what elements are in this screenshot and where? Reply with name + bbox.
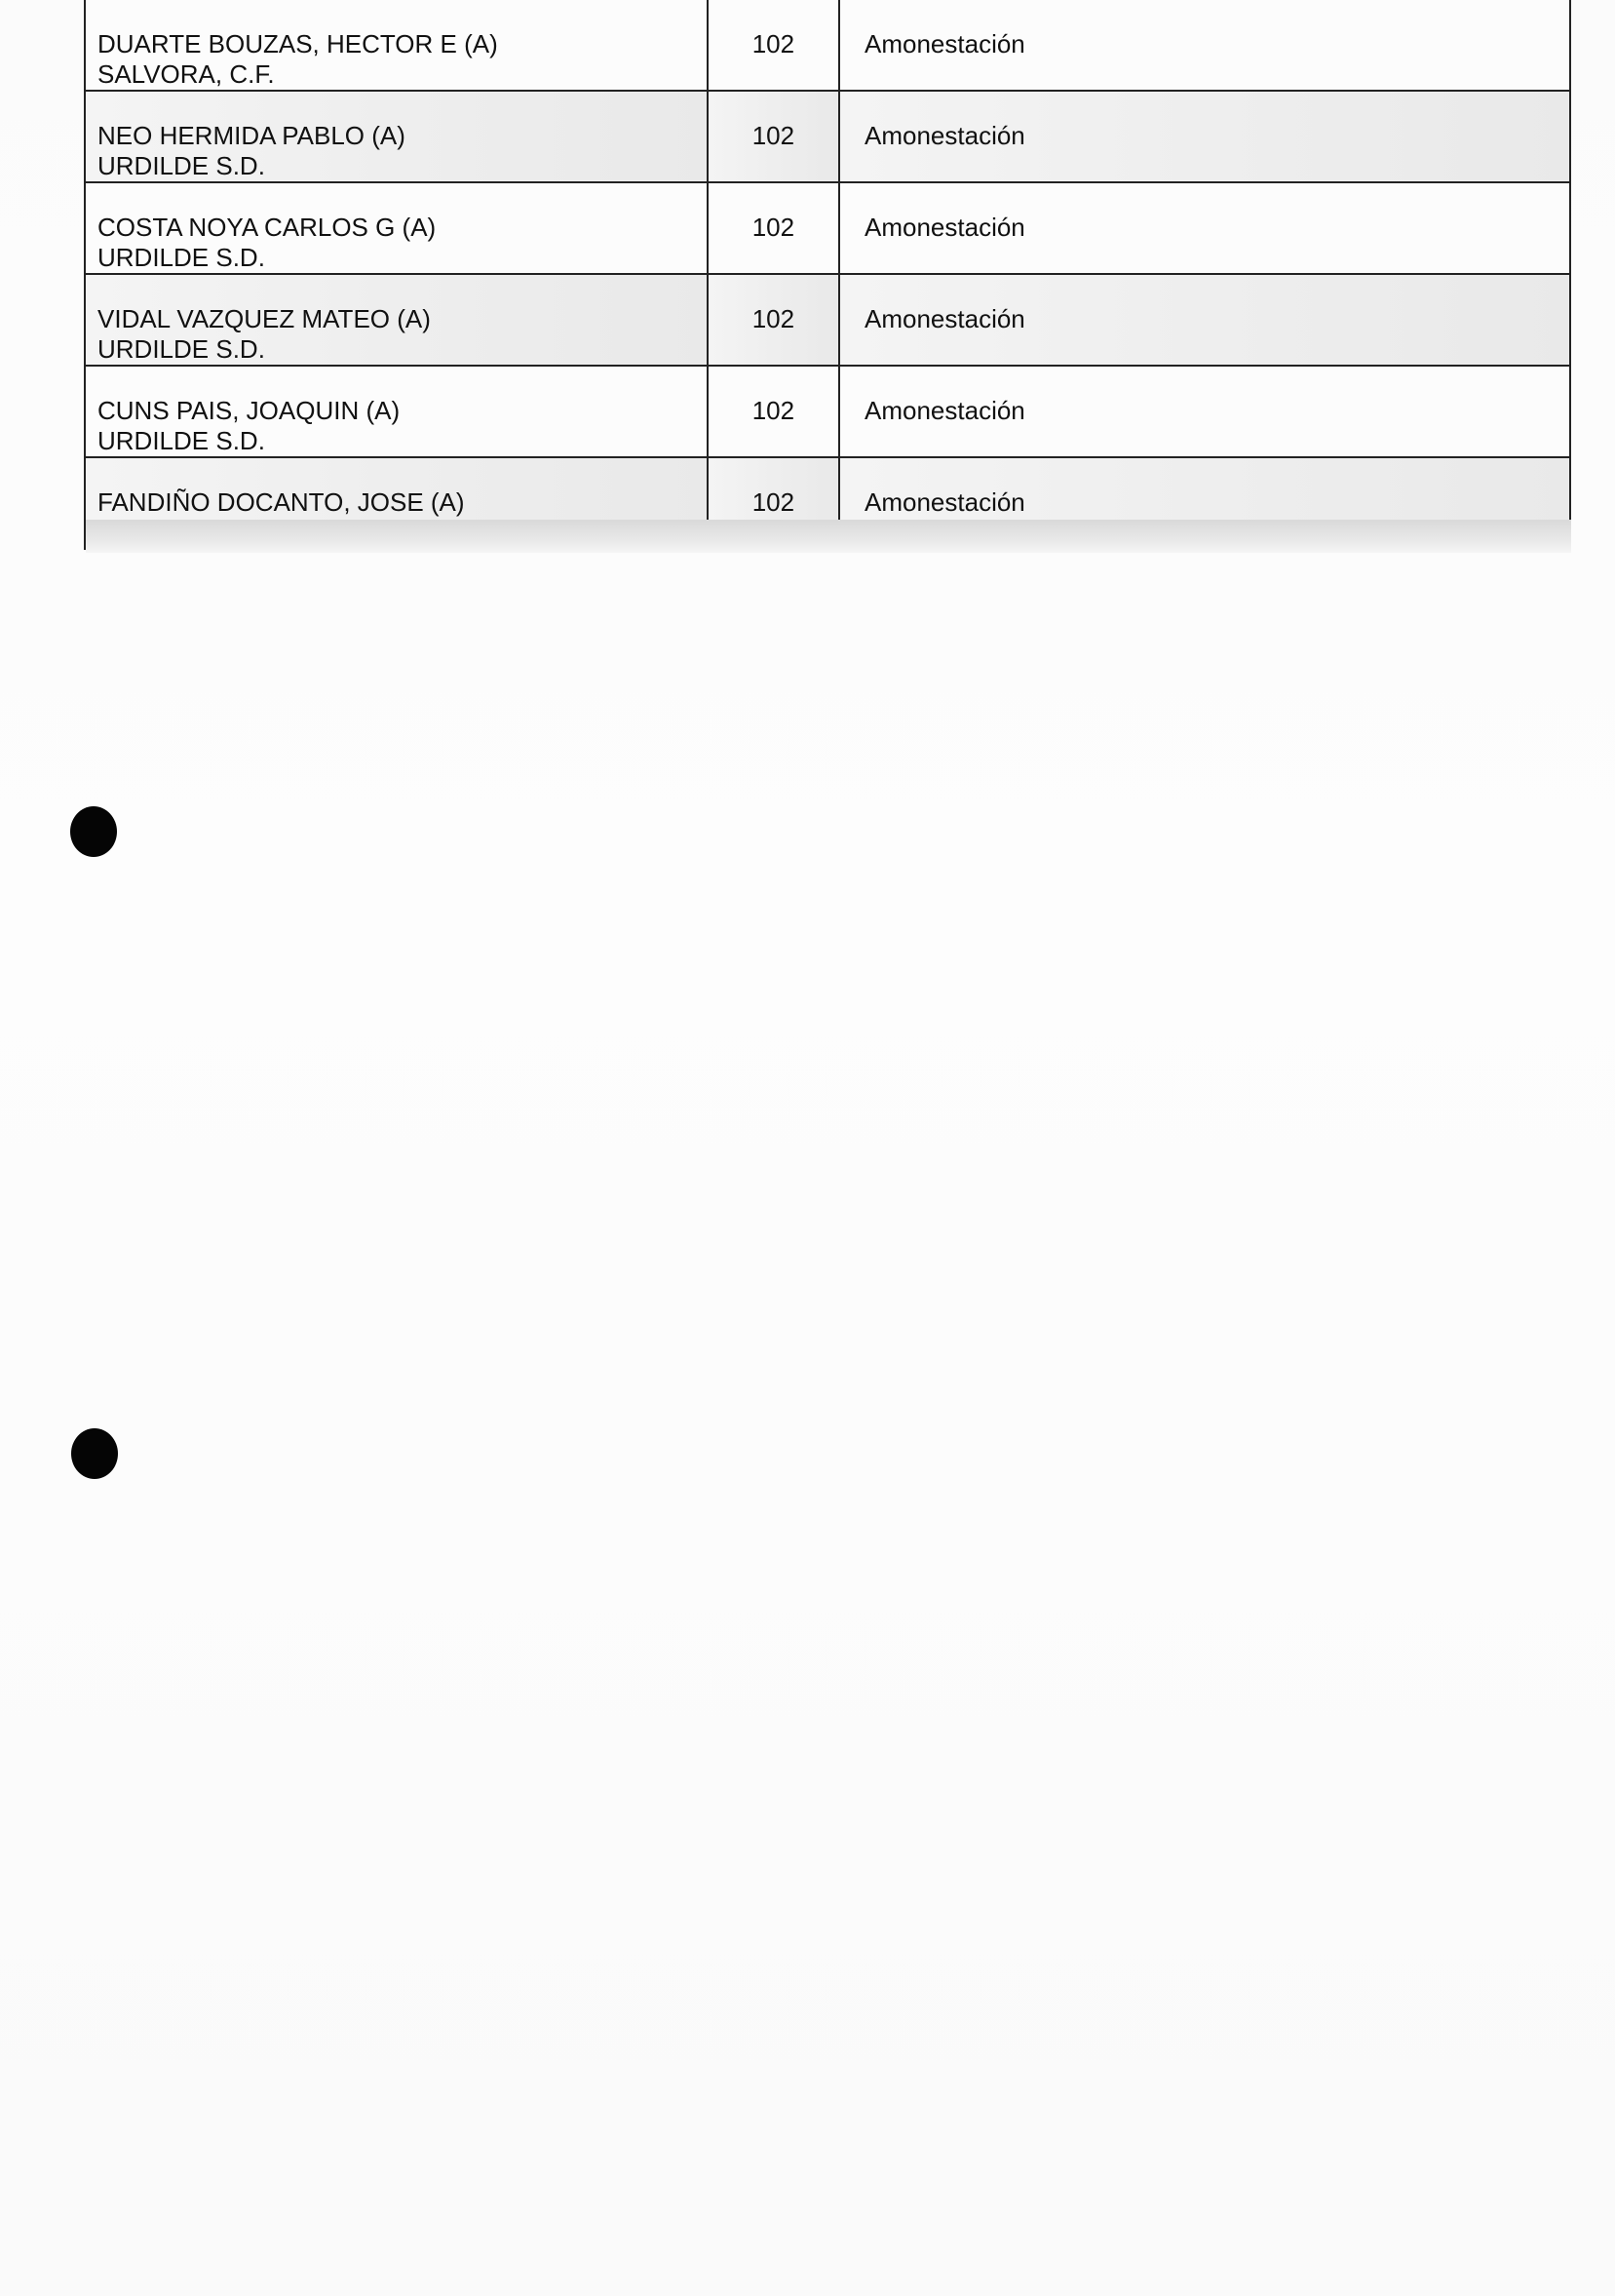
article-code: 102 bbox=[708, 366, 839, 457]
punch-hole bbox=[71, 1428, 118, 1479]
player-name: NEO HERMIDA PABLO (A) bbox=[97, 121, 405, 150]
player-cell bbox=[85, 182, 708, 274]
player-cell bbox=[85, 366, 708, 457]
article-code: 102 bbox=[708, 274, 839, 366]
table-row bbox=[85, 366, 1570, 457]
table-row bbox=[85, 274, 1570, 366]
club-name: URDILDE S.D. bbox=[97, 334, 265, 364]
article-code: 102 bbox=[708, 457, 839, 549]
club-name: URDILDE S.D. bbox=[97, 243, 265, 272]
player-cell bbox=[85, 0, 708, 91]
club-name: SALVORA, C.F. bbox=[97, 59, 275, 89]
sanction-type: Amonestación bbox=[839, 366, 1570, 457]
table-row bbox=[85, 91, 1570, 182]
article-code: 102 bbox=[708, 0, 839, 91]
player-cell bbox=[85, 91, 708, 182]
player-name: CUNS PAIS, JOAQUIN (A) bbox=[97, 396, 401, 425]
sanction-type: Amonestación bbox=[839, 182, 1570, 274]
player-name: VIDAL VAZQUEZ MATEO (A) bbox=[97, 304, 431, 333]
player-cell bbox=[85, 274, 708, 366]
table-row bbox=[85, 0, 1570, 91]
player-name: FANDIÑO DOCANTO, JOSE (A) bbox=[97, 487, 465, 517]
sanctions-table bbox=[84, 0, 1571, 550]
scan-shadow-band bbox=[86, 520, 1571, 553]
sanction-type: Amonestación bbox=[839, 274, 1570, 366]
club-name: URDILDE S.D. bbox=[97, 151, 265, 180]
article-code: 102 bbox=[708, 91, 839, 182]
article-code: 102 bbox=[708, 182, 839, 274]
table-row bbox=[85, 182, 1570, 274]
player-name: COSTA NOYA CARLOS G (A) bbox=[97, 213, 437, 242]
club-name: URDILDE S.D. bbox=[97, 426, 265, 455]
sanction-type: Amonestación bbox=[839, 91, 1570, 182]
sanction-type: Amonestación bbox=[839, 457, 1570, 549]
player-name: DUARTE BOUZAS, HECTOR E (A) bbox=[97, 29, 498, 58]
punch-hole bbox=[70, 806, 117, 857]
sanction-type: Amonestación bbox=[839, 0, 1570, 91]
